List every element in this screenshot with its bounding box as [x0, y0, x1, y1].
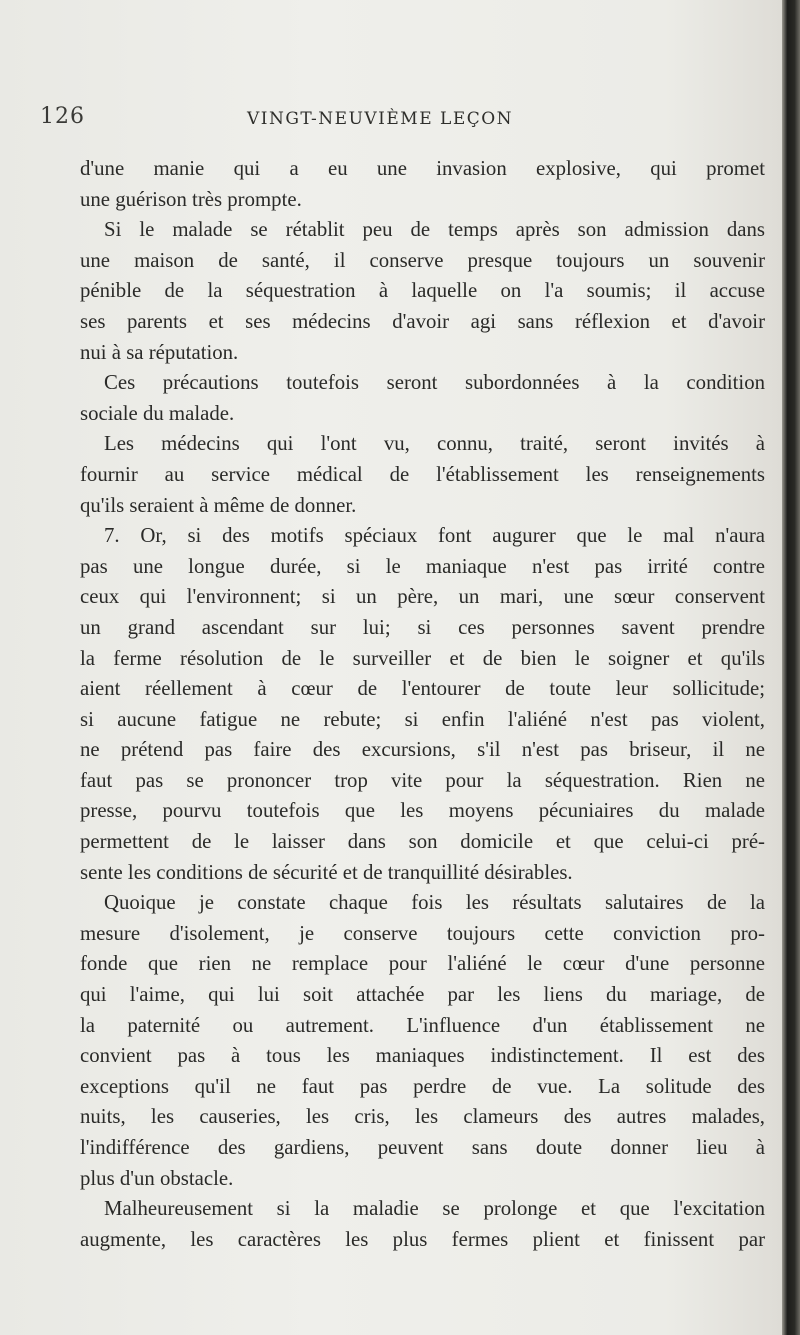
text-line: une maison de santé, il conserve presque toujours un souvenir — [80, 248, 765, 272]
text-line: qui l'aime, qui lui soit attachée par les liens du mariage, de — [80, 983, 765, 1007]
text-line: mesure d'isolement, je conserve toujours cette conviction pro- — [80, 921, 765, 945]
book-edge-shadow — [782, 0, 800, 1335]
text-line: une guérison très prompte. — [80, 187, 302, 211]
text-line: nuits, les causeries, les cris, les clameurs des autres malades, — [80, 1105, 765, 1129]
text-line: fournir au service médical de l'établissement les renseignements — [80, 462, 765, 486]
text-line: ne prétend pas faire des excursions, s'il n'est pas briseur, il ne — [80, 738, 765, 762]
paragraph — [80, 1194, 765, 1255]
running-head: VINGT-NEUVIÈME LEÇON — [246, 109, 514, 129]
text-line: convient pas à tous les maniaques indistinctement. Il est des — [80, 1044, 765, 1068]
text-line: presse, pourvu toutefois que les moyens pécuniaires du malade — [80, 799, 765, 823]
text-line: Les médecins qui l'ont vu, connu, traité, seront invités à — [104, 432, 765, 456]
paragraph — [80, 521, 765, 888]
text-line: sente les conditions de sécurité et de tranquillité désirables. — [80, 860, 573, 884]
text-line: ses parents et ses médecins d'avoir agi sans réflexion et d'avoir — [80, 309, 765, 333]
text-line: faut pas se prononcer trop vite pour la séquestration. Rien ne — [80, 768, 765, 792]
page-header — [0, 104, 782, 144]
text-line: la ferme résolution de le surveiller et de bien le soigner et qu'ils — [80, 646, 765, 670]
text-line: exceptions qu'il ne faut pas perdre de vue. La solitude des — [80, 1074, 765, 1098]
text-line: plus d'un obstacle. — [80, 1166, 234, 1190]
paragraph — [80, 368, 765, 429]
text-line: permettent de le laisser dans son domicile et que celui-ci pré- — [80, 830, 765, 854]
text-line: l'indifférence des gardiens, peuvent sans doute donner lieu à — [80, 1136, 765, 1159]
text-line: Si le malade se rétablit peu de temps après son admission dans — [104, 218, 765, 242]
text-line: Quoique je constate chaque fois les résultats salutaires de la — [104, 891, 765, 915]
text-line: qu'ils seraient à même de donner. — [80, 493, 357, 517]
paragraph — [80, 429, 765, 521]
body-text — [80, 154, 765, 1255]
text-line: sociale du malade. — [80, 401, 235, 425]
paragraph — [80, 215, 765, 368]
text-line: un grand ascendant sur lui; si ces personnes savent prendre — [80, 615, 765, 639]
text-line: ceux qui l'environnent; si un père, un mari, une sœur conservent — [80, 585, 765, 609]
text-line: Ces précautions toutefois seront subordonnées à la condition — [104, 371, 765, 395]
text-line: 7. Or, si des motifs spéciaux font augurer que le mal n'aura — [104, 524, 765, 548]
text-line: Malheureusement si la maladie se prolonge et que l'excitation — [104, 1197, 765, 1221]
text-line: fonde que rien ne remplace pour l'aliéné le cœur d'une personne — [80, 952, 765, 976]
text-line: aient réellement à cœur de l'entourer de toute leur sollicitude; — [80, 677, 765, 701]
text-line: la paternité ou autrement. L'influence d'un établissement ne — [80, 1013, 765, 1037]
text-line: pénible de la séquestration à laquelle on l'a soumis; il accuse — [80, 279, 765, 303]
text-line: d'une manie qui a eu une invasion explosive, qui promet — [80, 157, 765, 180]
text-line: pas une longue durée, si le maniaque n'est pas irrité contre — [80, 554, 765, 578]
page-number: 126 — [40, 104, 85, 129]
paragraph — [80, 888, 765, 1194]
paragraph — [80, 154, 765, 215]
text-line: si aucune fatigue ne rebute; si enfin l'aliéné n'est pas violent, — [80, 707, 765, 731]
text-line: nui à sa réputation. — [80, 340, 239, 364]
text-line: augmente, les caractères les plus fermes plient et finissent par — [80, 1227, 765, 1251]
